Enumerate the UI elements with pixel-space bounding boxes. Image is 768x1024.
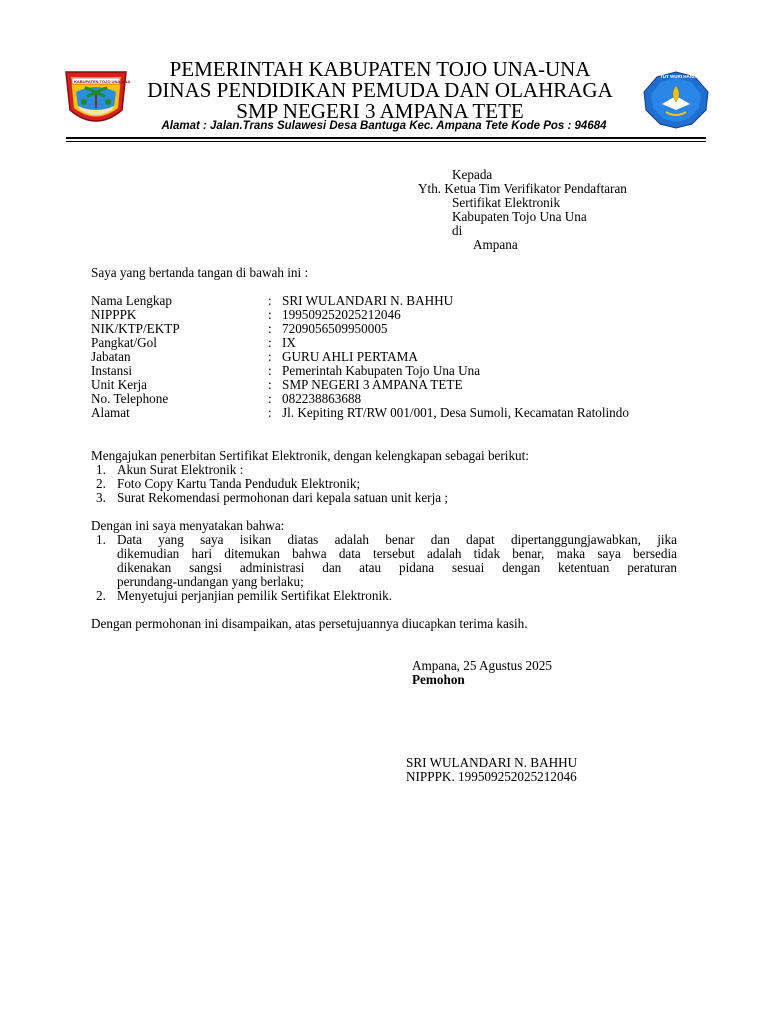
list-number: 3.: [96, 490, 106, 505]
recipient-di: di: [452, 223, 463, 238]
statement-item: Menyetujui perjanjian pemilik Sertifikat Elektronik.: [117, 588, 393, 603]
letterhead-department: DINAS PENDIDIKAN PEMUDA DAN OLAHRAGA: [147, 78, 613, 102]
regency-emblem-text: KABUPATEN TOJO UNA-UNA: [74, 79, 131, 84]
field-colon: :: [268, 391, 272, 406]
field-label: Nama Lengkap: [91, 293, 172, 308]
field-value: 199509252025212046: [282, 307, 401, 322]
field-label: Unit Kerja: [91, 377, 148, 392]
request-intro: Mengajukan penerbitan Sertifikat Elektronik, dengan kelengkapan sebagai berikut:: [91, 448, 529, 463]
recipient-place: Ampana: [473, 237, 518, 252]
statement-line: Data yang saya isikan diatas adalah benar dan dapat dipertanggungjawabkan, jika: [117, 532, 677, 547]
recipient-yth: Yth. Ketua Tim Verifikator Pendaftaran: [418, 181, 627, 196]
recipient-line3: Kabupaten Tojo Una Una: [452, 209, 587, 224]
field-label: Alamat: [91, 405, 130, 420]
statement-line: dikenakan sangsi administrasi dan atau pidana sesuai dengan ketentuan peraturan: [117, 560, 677, 575]
field-colon: :: [268, 363, 272, 378]
field-value: SRI WULANDARI N. BAHHU: [282, 293, 454, 308]
letterhead-school: SMP NEGERI 3 AMPANA TETE: [236, 99, 524, 123]
field-value: Jl. Kepiting RT/RW 001/001, Desa Sumoli, Kecamatan Ratolindo: [282, 405, 629, 420]
list-number: 1.: [96, 462, 106, 477]
field-label: Pangkat/Gol: [91, 335, 157, 350]
field-value: GURU AHLI PERTAMA: [282, 349, 418, 364]
statement-line: perundang-undangan yang berlaku;: [117, 574, 304, 589]
field-colon: :: [268, 321, 272, 336]
field-label: NIPPPK: [91, 307, 137, 322]
recipient-kepada: Kepada: [452, 167, 493, 182]
list-number: 1.: [96, 532, 106, 547]
tut-wuri-text: TUT WURI HANDAYANI: [660, 74, 710, 79]
field-value: 7209056509950005: [282, 321, 388, 336]
letterhead-address: Alamat : Jalan.Trans Sulawesi Desa Bantuga Kec. Ampana Tete Kode Pos : 94684: [161, 120, 607, 132]
field-colon: :: [268, 349, 272, 364]
intro-text: Saya yang bertanda tangan di bawah ini :: [91, 265, 309, 280]
list-item: Foto Copy Kartu Tanda Penduduk Elektronik;: [117, 476, 361, 491]
closing-text: Dengan permohonan ini disampaikan, atas persetujuannya diucapkan terima kasih.: [91, 616, 528, 631]
field-colon: :: [268, 293, 272, 308]
field-label: Instansi: [91, 363, 133, 378]
list-item: Akun Surat Elektronik :: [117, 462, 244, 477]
signature-nip: NIPPPK. 199509252025212046: [406, 769, 577, 784]
list-number: 2.: [96, 588, 106, 603]
field-value: SMP NEGERI 3 AMPANA TETE: [282, 377, 463, 392]
field-colon: :: [268, 335, 272, 350]
list-number: 2.: [96, 476, 106, 491]
field-value: Pemerintah Kabupaten Tojo Una Una: [282, 363, 481, 378]
field-value: 082238863688: [282, 391, 362, 406]
field-label: Jabatan: [91, 349, 131, 364]
list-item: Surat Rekomendasi permohonan dari kepala satuan unit kerja ;: [117, 490, 449, 505]
field-colon: :: [268, 405, 272, 420]
field-label: NIK/KTP/EKTP: [91, 321, 180, 336]
signature-role: Pemohon: [412, 672, 465, 687]
statement-intro: Dengan ini saya menyatakan bahwa:: [91, 518, 285, 533]
field-label: No. Telephone: [91, 391, 169, 406]
letterhead-rule-thick: [66, 137, 706, 139]
field-value: IX: [282, 335, 296, 350]
statement-line: dikemudian hari ditemukan bahwa data tersebut adalah tidak benar, maka saya bersedia: [117, 546, 677, 561]
letterhead-government: PEMERINTAH KABUPATEN TOJO UNA-UNA: [169, 57, 591, 81]
field-colon: :: [268, 307, 272, 322]
signature-place-date: Ampana, 25 Agustus 2025: [412, 658, 552, 673]
letterhead-rule-thin: [66, 141, 706, 142]
field-colon: :: [268, 377, 272, 392]
signature-name: SRI WULANDARI N. BAHHU: [406, 755, 578, 770]
recipient-line2: Sertifikat Elektronik: [452, 195, 561, 210]
